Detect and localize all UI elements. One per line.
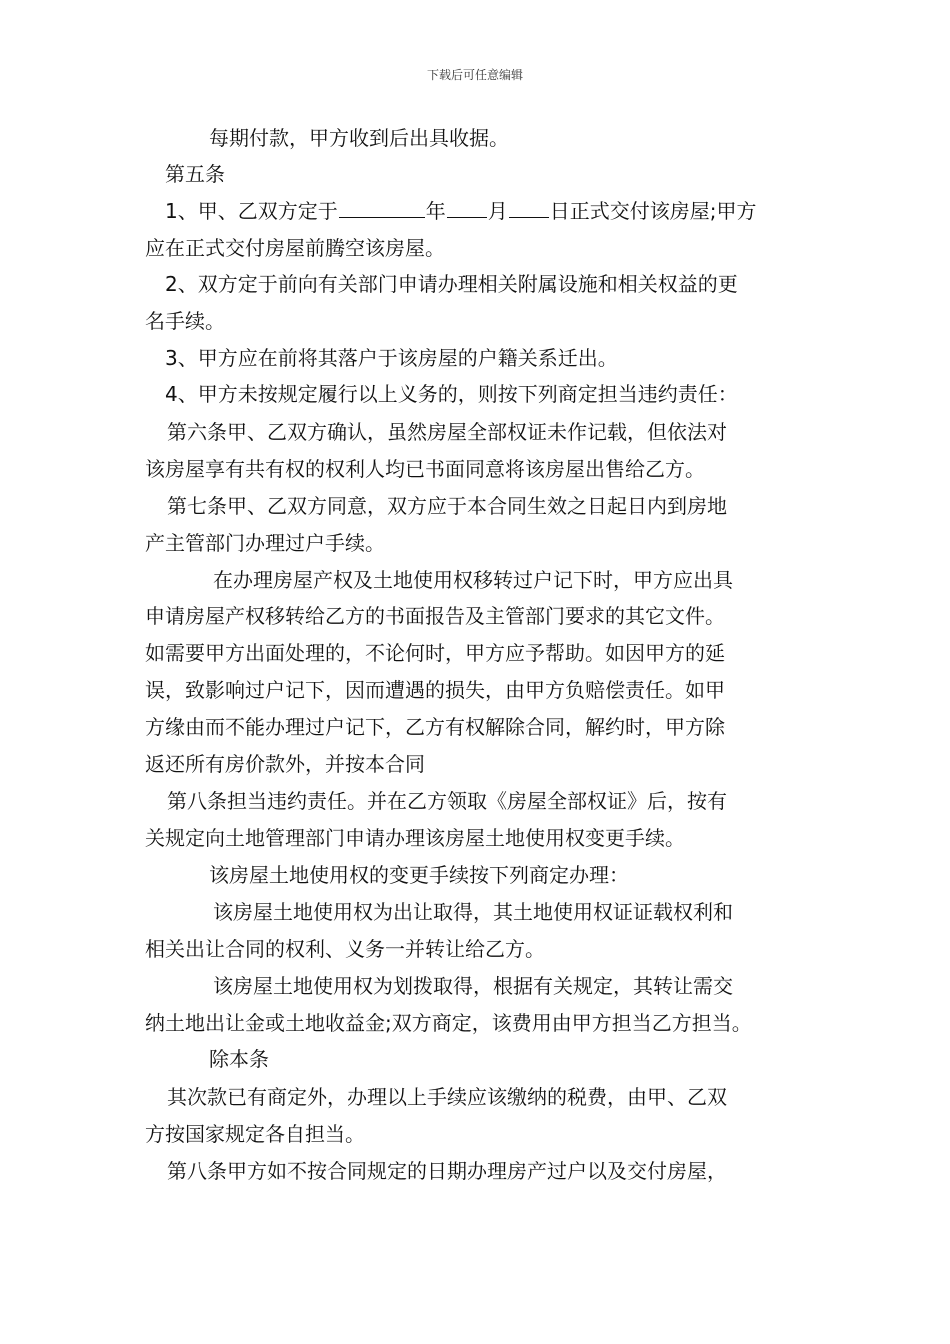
text-line: 方按国家规定各自担当。 <box>145 1122 365 1146</box>
text-line: 该房屋土地使用权的变更手续按下列商定办理： <box>209 863 629 887</box>
blank-day <box>509 199 549 218</box>
text-line: 第六条甲、乙双方确认，虽然房屋全部权证未作记载，但依法对 <box>167 420 727 444</box>
article-heading: 第五条 <box>165 162 225 186</box>
text-line: 申请房屋产权移转给乙方的书面报告及主管部门要求的其它文件。 <box>145 604 725 628</box>
text-line: 3、甲方应在前将其落户于该房屋的户籍关系迁出。 <box>165 346 618 370</box>
text-line: 名手续。 <box>145 309 225 333</box>
text-line: 产主管部门办理过户手续。 <box>145 531 385 555</box>
text-line: 2、双方定于前向有关部门申请办理相关附属设施和相关权益的更 <box>165 272 738 296</box>
text-line: 关规定向土地管理部门申请办理该房屋土地使用权变更手续。 <box>145 826 685 850</box>
text-line: 返还所有房价款外，并按本合同 <box>145 752 425 776</box>
text-line: 方缘由而不能办理过户记下，乙方有权解除合同，解约时，甲方除 <box>145 715 725 739</box>
text-line: 该房屋土地使用权为划拨取得，根据有关规定，其转让需交 <box>213 974 733 998</box>
text-line: 应在正式交付房屋前腾空该房屋。 <box>145 236 445 260</box>
text-line: 相关出让合同的权利、义务一并转让给乙方。 <box>145 937 545 961</box>
text-line: 在办理房屋产权及土地使用权移转过户记下时，甲方应出具 <box>213 568 733 592</box>
text-line: 该房屋享有共有权的权利人均已书面同意将该房屋出售给乙方。 <box>145 457 705 481</box>
text-line: 每期付款，甲方收到后出具收据。 <box>209 126 509 150</box>
blank-year <box>339 199 425 218</box>
text-line: 如需要甲方出面处理的，不论何时，甲方应予帮助。如因甲方的延 <box>145 641 725 665</box>
page-header: 下载后可任意编辑 <box>426 68 523 82</box>
text-line: 其次款已有商定外，办理以上手续应该缴纳的税费，由甲、乙双 <box>167 1085 727 1109</box>
text-line: 误，致影响过户记下，因而遭遇的损失，由甲方负赔偿责任。如甲 <box>145 678 725 702</box>
text-line: 除本条 <box>209 1047 269 1071</box>
text-line: 第八条甲方如不按合同规定的日期办理房产过户以及交付房屋， <box>167 1159 727 1183</box>
text-line: 4、甲方未按规定履行以上义务的，则按下列商定担当违约责任： <box>165 382 738 406</box>
text-line: 1、甲、乙双方定于 年 月 日正式交付该房屋;甲方 <box>165 199 757 223</box>
text-line: 该房屋土地使用权为出让取得，其土地使用权证证载权利和 <box>213 900 733 924</box>
text-line: 纳土地出让金或土地收益金;双方商定，该费用由甲方担当乙方担当。 <box>145 1011 752 1035</box>
text-line: 第八条担当违约责任。并在乙方领取《房屋全部权证》后，按有 <box>167 789 727 813</box>
text-line: 第七条甲、乙双方同意，双方应于本合同生效之日起日内到房地 <box>167 494 727 518</box>
blank-month <box>447 199 487 218</box>
